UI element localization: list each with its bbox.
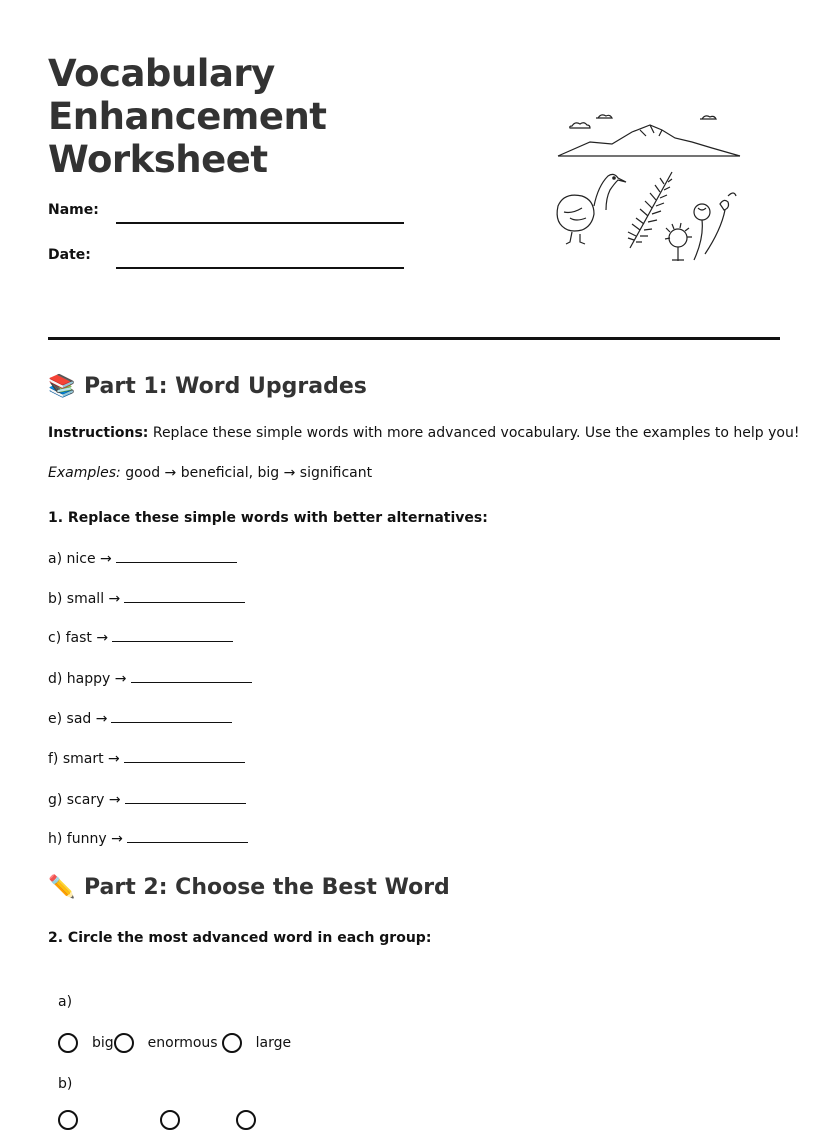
radio-circle[interactable] xyxy=(160,1110,180,1130)
part1-heading xyxy=(48,374,367,399)
list-item xyxy=(48,629,233,646)
group-a-label: a) xyxy=(58,994,73,1010)
group-b-options xyxy=(58,1110,270,1130)
answer-blank[interactable] xyxy=(124,750,245,763)
part2-heading-text: Part 2: Choose the Best Word xyxy=(84,875,450,900)
answer-blank[interactable] xyxy=(131,670,252,683)
part1-examples xyxy=(48,465,372,481)
answer-blank[interactable] xyxy=(127,830,248,843)
instructions-label: Instructions: xyxy=(48,425,149,441)
list-item xyxy=(48,710,232,727)
answer-blank[interactable] xyxy=(124,590,245,603)
examples-label: Examples: xyxy=(48,465,121,481)
pencil-icon: ✏️ xyxy=(48,875,76,900)
name-field[interactable] xyxy=(116,222,404,224)
date-field[interactable] xyxy=(116,267,404,269)
item-label: e) sad → xyxy=(48,711,108,727)
answer-blank[interactable] xyxy=(112,629,233,642)
worksheet-title xyxy=(48,52,326,181)
option-label: enormous xyxy=(147,1035,218,1051)
question-2: 2. Circle the most advanced word in each group: xyxy=(48,930,432,946)
list-item xyxy=(48,791,246,808)
item-label: h) funny → xyxy=(48,831,123,847)
radio-circle[interactable] xyxy=(58,1110,78,1130)
list-item xyxy=(48,750,245,767)
item-label: b) small → xyxy=(48,591,121,607)
list-item xyxy=(48,830,248,847)
name-label: Name: xyxy=(48,202,99,218)
examples-text: good → beneficial, big → significant xyxy=(120,465,373,481)
title-line-3: Worksheet xyxy=(48,138,268,181)
answer-blank[interactable] xyxy=(111,710,232,723)
item-label: f) smart → xyxy=(48,751,120,767)
radio-circle[interactable] xyxy=(236,1110,256,1130)
radio-circle[interactable] xyxy=(222,1033,242,1053)
list-item xyxy=(48,590,245,607)
item-label: d) happy → xyxy=(48,671,127,687)
answer-blank[interactable] xyxy=(116,550,237,563)
radio-circle[interactable] xyxy=(114,1033,134,1053)
option-label: big xyxy=(92,1035,114,1051)
question-1: 1. Replace these simple words with better alternatives: xyxy=(48,510,488,526)
part2-heading xyxy=(48,875,450,900)
title-line-1: Vocabulary xyxy=(48,52,275,95)
group-b-label: b) xyxy=(58,1076,73,1092)
list-item xyxy=(48,670,252,687)
radio-circle[interactable] xyxy=(58,1033,78,1053)
option-large[interactable] xyxy=(218,1033,291,1053)
instructions-text: Replace these simple words with more advanced vocabulary. Use the examples to help you! xyxy=(148,425,800,441)
item-label: c) fast → xyxy=(48,630,109,646)
group-a-options xyxy=(58,1033,291,1053)
item-label: a) nice → xyxy=(48,551,112,567)
date-label: Date: xyxy=(48,247,91,263)
part1-instructions xyxy=(48,425,799,441)
option-big[interactable] xyxy=(58,1033,114,1053)
answer-blank[interactable] xyxy=(125,791,246,804)
option-label: large xyxy=(255,1035,292,1051)
books-icon: 📚 xyxy=(48,374,76,399)
part1-heading-text: Part 1: Word Upgrades xyxy=(84,374,367,399)
list-item xyxy=(48,550,237,567)
title-line-2: Enhancement xyxy=(48,95,327,138)
option-enormous[interactable] xyxy=(114,1033,218,1053)
section-divider xyxy=(48,337,780,340)
new-zealand-nature-illustration xyxy=(550,108,750,268)
item-label: g) scary → xyxy=(48,792,121,808)
